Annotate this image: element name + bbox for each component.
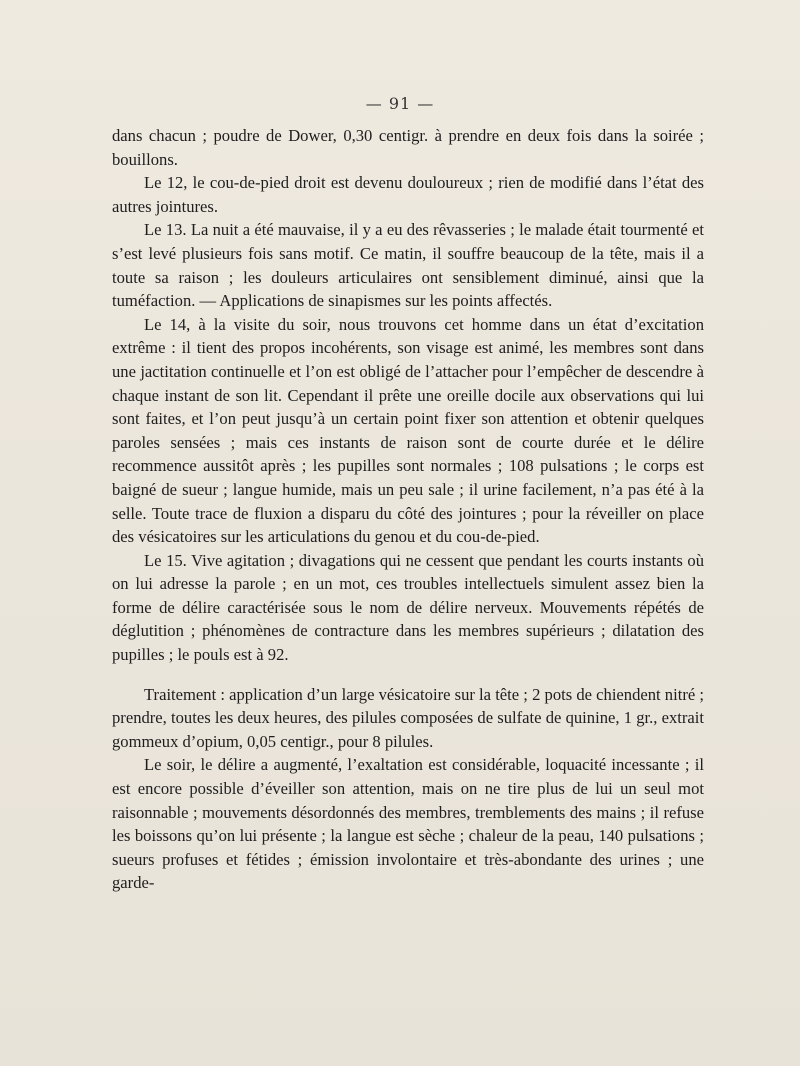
page-number: — 91 — [365,94,435,113]
paragraph-evening: Le soir, le délire a augmenté, l’exaltation est considérable, loquacité incessante ; il est encore possible d’éveiller son attention, mais on ne tire plus de lui un seul mot raisonnable ; mouvements désordonnés des membres, tremblements des mains ; il refuse les boissons qu’on lui présente ; la langue est sèche ; chaleur de la peau, 140 pulsations ; sueurs profuses et fétides ; émission involontaire et très-abondante des urines ; une garde- [112,755,704,893]
paragraph-day-12: Le 12, le cou-de-pied droit est devenu douloureux ; rien de modifié dans l’état des autres jointures. [112,173,704,216]
paragraph-continuation: dans chacun ; poudre de Dower, 0,30 centigr. à prendre en deux fois dans la soirée ; bouillons. [112,126,704,169]
paragraph-treatment: Traitement : application d’un large vésicatoire sur la tête ; 2 pots de chiendent nitré ; prendre, toutes les deux heures, des pilules composées de sulfate de quinine, 1 gr., extrait gommeux d’opium, 0,05 centigr., pour 8 pilules. [112,684,704,751]
body-text [112,124,704,895]
paragraph-day-14: Le 14, à la visite du soir, nous trouvons cet homme dans un état d’excitation extrême : il tient des propos incohérents, son visage est animé, les membres sont dans une jactitation continuelle et l’on est obligé de l’attacher pour l’empêcher de descendre à chaque instant de son lit. Cependant il prête une oreille docile aux observations qui lui sont faites, et l’on peut jusqu’à un certain point fixer son attention et obtenir quelques paroles sensées ; mais ces instants de raison sont de courte durée et le délire recommence aussitôt après ; les pupilles sont normales ; 108 pulsations ; le corps est baigné de sueur ; langue humide, mais un peu sale ; il urine facilement, n’a pas été à la selle. Toute trace de fluxion a disparu du côté des jointures ; pour la réveiller on place des vésicatoires sur les articulations du genou et du cou-de-pied. [112,314,704,547]
paragraph-day-13: Le 13. La nuit a été mauvaise, il y a eu des rêvasseries ; le malade était tourmenté et s’est levé plusieurs fois sans motif. Ce matin, il souffre beaucoup de la tête, mais il a toute sa raison ; les douleurs articulaires ont sensiblement diminué, ainsi que la tuméfaction. — Applications de sinapismes sur les points affectés. [112,220,704,311]
paragraph-day-15: Le 15. Vive agitation ; divagations qui ne cessent que pendant les courts instants où on lui adresse la parole ; en un mot, ces troubles intellectuels simulent assez bien la forme de délire caractérisée sous le nom de délire nerveux. Mouvements répétés de déglutition ; phénomènes de contracture dans les membres supérieurs ; dilatation des pupilles ; le pouls est à 92. [112,550,704,665]
